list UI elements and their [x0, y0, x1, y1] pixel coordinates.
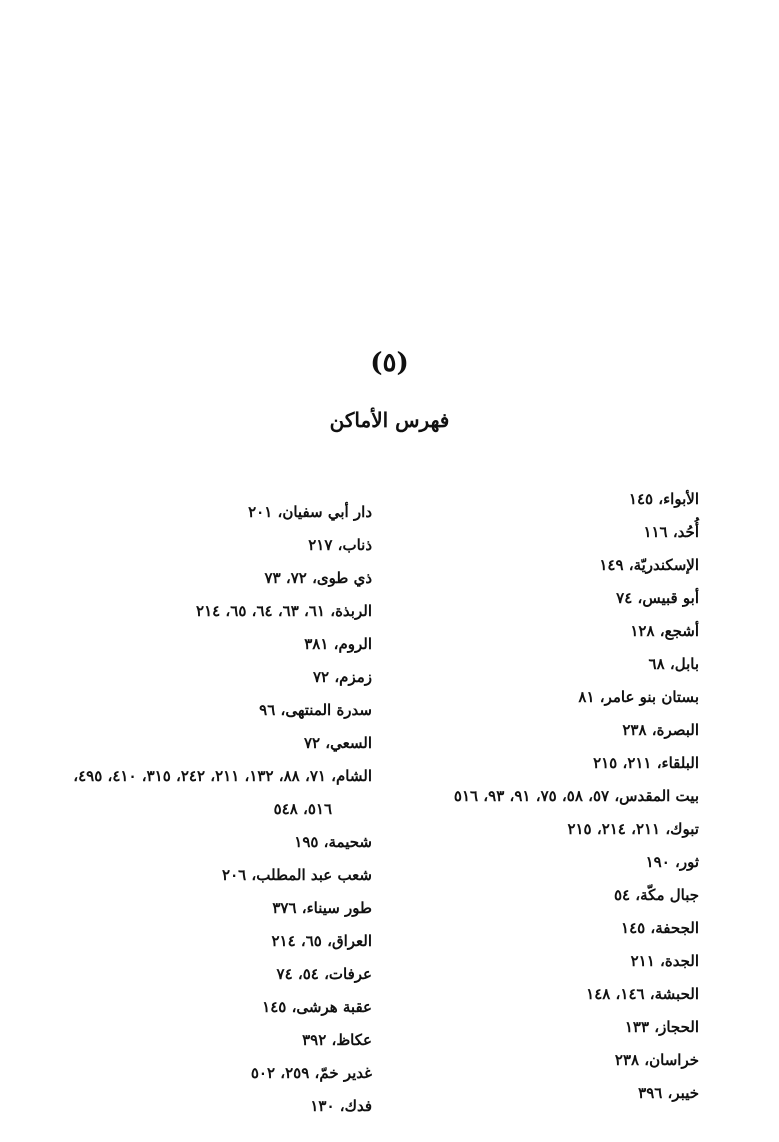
place-entry: أبو قبيس، ٧٤ — [616, 589, 699, 607]
place-entry: الجحفة، ١٤٥ — [621, 919, 699, 937]
place-entry: الروم، ٣٨١ — [304, 635, 372, 653]
place-entry: بابل، ٦٨ — [648, 655, 699, 673]
place-entry: عكاظ، ٣٩٢ — [302, 1031, 372, 1049]
place-entry: الربذة، ٦١، ٦٣، ٦٤، ٦٥، ٢١٤ — [196, 602, 372, 620]
place-entry: غدير خمّ، ٢٥٩، ٥٠٢ — [250, 1064, 372, 1082]
place-entry: الأبواء، ١٤٥ — [628, 490, 699, 508]
place-entry: جبال مكّة، ٥٤ — [613, 886, 699, 904]
place-entry: بيت المقدس، ٥٧، ٥٨، ٧٥، ٩١، ٩٣، ٥١٦ — [453, 787, 699, 805]
place-entry: البلقاء، ٢١١، ٢١٥ — [593, 754, 699, 772]
place-entry: دار أبي سفيان، ٢٠١ — [248, 503, 372, 521]
places-column-right — [399, 485, 699, 1112]
place-entry: عرفات، ٥٤، ٧٤ — [276, 965, 372, 983]
place-entry: عقبة هرشى، ١٤٥ — [262, 998, 372, 1016]
place-entry: ثور، ١٩٠ — [645, 853, 699, 871]
place-entry: الإسكندريّة، ١٤٩ — [599, 556, 699, 574]
place-entry: شعب عبد المطلب، ٢٠٦ — [222, 866, 372, 884]
place-entry: أُحُد، ١١٦ — [643, 523, 699, 541]
place-entry: بستان بنو عامر، ٨١ — [578, 688, 699, 706]
place-entry: الحجاز، ١٣٣ — [624, 1018, 699, 1036]
place-entry-continuation: ٥١٦، ٥٤٨ — [273, 800, 332, 818]
place-entry: شحيمة، ١٩٥ — [294, 833, 372, 851]
place-entry: الشام، ٧١، ٨٨، ١٣٢، ٢١١، ٢٤٢، ٣١٥، ٤١٠، ٤٩٥، — [73, 767, 372, 785]
places-column-left — [32, 498, 372, 1125]
place-entry: خيبر، ٣٩٦ — [638, 1084, 699, 1102]
place-entry: العراق، ٦٥، ٢١٤ — [271, 932, 372, 950]
place-entry: زمزم، ٧٢ — [312, 668, 372, 686]
place-entry: سدرة المنتهى، ٩٦ — [259, 701, 372, 719]
place-entry: تبوك، ٢١١، ٢١٤، ٢١٥ — [567, 820, 699, 838]
index-number: (٥) — [370, 348, 409, 378]
place-entry: ذي طوى، ٧٢، ٧٣ — [264, 569, 372, 587]
place-entry: خراسان، ٢٣٨ — [614, 1051, 699, 1069]
place-entry: طور سيناء، ٣٧٦ — [272, 899, 372, 917]
place-entry: فدك، ١٣٠ — [310, 1097, 372, 1115]
index-title: فهرس الأماكن — [329, 408, 450, 432]
place-entry: الحبشة، ١٤٦، ١٤٨ — [586, 985, 699, 1003]
place-entry: البصرة، ٢٣٨ — [622, 721, 699, 739]
place-entry: أشجع، ١٢٨ — [630, 622, 699, 640]
place-entry: الجدة، ٢١١ — [630, 952, 699, 970]
place-entry: السعي، ٧٢ — [303, 734, 372, 752]
place-entry: ذناب، ٢١٧ — [308, 536, 372, 554]
